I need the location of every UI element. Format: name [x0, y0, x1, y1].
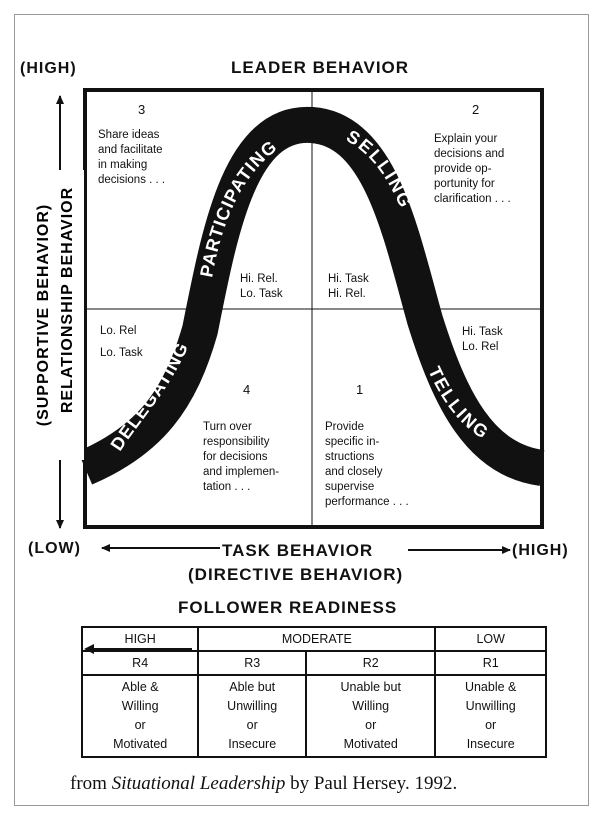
level-r1-code: R1 [435, 651, 546, 675]
quadrant-1-number: 1 [356, 382, 364, 397]
readiness-arrow-left [82, 640, 194, 658]
quadrant-1-text [325, 420, 409, 510]
x-axis-label-task: TASK BEHAVIOR [222, 541, 374, 560]
y-axis-label-supportive: (SUPPORTIVE BEHAVIOR) [35, 203, 52, 427]
caption-prefix: from [70, 773, 112, 794]
y-axis-label-relationship: RELATIONSHIP BEHAVIOR [59, 186, 76, 414]
curve-label-selling: SELLING [343, 126, 417, 212]
quadrant-2-text [434, 132, 511, 207]
desc-line: Motivated [343, 737, 398, 751]
level-r2-code: R2 [306, 651, 435, 675]
y-axis-high-label: (HIGH) [20, 60, 77, 77]
desc-line: Motivated [113, 737, 168, 751]
band-label-moderate: MODERATE [281, 632, 352, 646]
quadrant-3-line: in making [98, 159, 148, 171]
curve-label-participating: PARTICIPATING [196, 136, 281, 279]
quadrant-2-line: portunity for [434, 178, 495, 190]
desc-line: Willing [352, 699, 390, 713]
level-r1-desc [435, 675, 546, 757]
desc-line: Insecure [466, 737, 515, 751]
level-r2-desc [306, 675, 435, 757]
desc-line: or [365, 718, 377, 732]
quadrant-3-number: 3 [138, 102, 146, 117]
level-line: Lo. Rel [462, 341, 499, 353]
quadrant-1-level [462, 325, 503, 355]
desc-line: Unable & [464, 680, 517, 694]
band-label-high: HIGH [124, 632, 156, 646]
level-line: Hi. Rel. [328, 288, 366, 300]
quadrant-4-number: 4 [243, 382, 251, 397]
quadrant-4-level [100, 320, 143, 364]
desc-line: Unable but [340, 680, 401, 694]
level-line: Lo. Task [240, 288, 283, 300]
quadrant-4-text [203, 420, 279, 495]
quadrant-3-line: decisions . . . [98, 174, 166, 186]
level-line: Hi. Task [328, 273, 369, 285]
caption-book-title: Situational Leadership [111, 773, 286, 794]
desc-line: or [485, 718, 497, 732]
quadrant-2-line: clarification . . . [434, 193, 511, 205]
level-line: Lo. Task [100, 347, 143, 359]
x-axis-label-directive: (DIRECTIVE BEHAVIOR) [188, 565, 404, 584]
quadrant-1-line: Provide [325, 421, 364, 433]
quadrant-4-line: responsibility [203, 436, 270, 448]
readiness-title: FOLLOWER READINESS [178, 598, 398, 617]
quadrant-2-level [328, 272, 369, 302]
quadrant-3-level [240, 272, 283, 302]
desc-line: Unwilling [227, 699, 278, 713]
x-axis-low-label: (LOW) [28, 540, 81, 557]
level-line: Hi. Task [462, 326, 503, 338]
level-r3-desc [198, 675, 306, 757]
desc-line: Able but [229, 680, 276, 694]
desc-line: Insecure [228, 737, 277, 751]
desc-line: Willing [121, 699, 159, 713]
level-line: Hi. Rel. [240, 273, 278, 285]
x-axis-high-label: (HIGH) [512, 542, 569, 559]
quadrant-2-line: Explain your [434, 133, 498, 145]
quadrant-2-line: decisions and [434, 148, 505, 160]
quadrant-2-number: 2 [472, 102, 480, 117]
page-title: LEADER BEHAVIOR [230, 58, 410, 77]
desc-line: Unwilling [465, 699, 516, 713]
band-moderate [198, 627, 435, 651]
quadrant-1-line: structions [325, 451, 375, 463]
band-low [435, 627, 546, 651]
caption-suffix: by Paul Hersey. 1992. [285, 773, 458, 794]
quadrant-2-line: provide op- [434, 163, 492, 175]
quadrant-3-text [98, 128, 165, 188]
band-label-low: LOW [476, 632, 505, 646]
source-caption [70, 773, 457, 795]
quadrant-4-line: tation . . . [203, 481, 251, 493]
quadrant-1-line: specific in- [325, 436, 380, 448]
quadrant-3-line: Share ideas [98, 129, 160, 141]
quadrant-1-line: supervise [325, 481, 375, 493]
quadrant-3-line: and facilitate [98, 144, 163, 156]
curve-label-telling: TELLING [424, 363, 494, 444]
quadrant-4-line: Turn over [203, 421, 252, 433]
desc-line: Able & [121, 680, 159, 694]
quadrant-1-line: and closely [325, 466, 383, 478]
desc-line: or [246, 718, 258, 732]
level-r4-desc [82, 675, 198, 757]
quadrant-1-line: performance . . . [325, 496, 409, 508]
curve-label-delegating: DELEGATING [106, 338, 193, 455]
quadrant-4-line: and implemen- [203, 466, 280, 478]
level-r4-code: R4 [82, 651, 198, 675]
desc-line: or [134, 718, 146, 732]
level-r3-code: R3 [198, 651, 306, 675]
quadrant-4-line: for decisions [203, 451, 268, 463]
level-line: Lo. Rel [100, 325, 137, 337]
